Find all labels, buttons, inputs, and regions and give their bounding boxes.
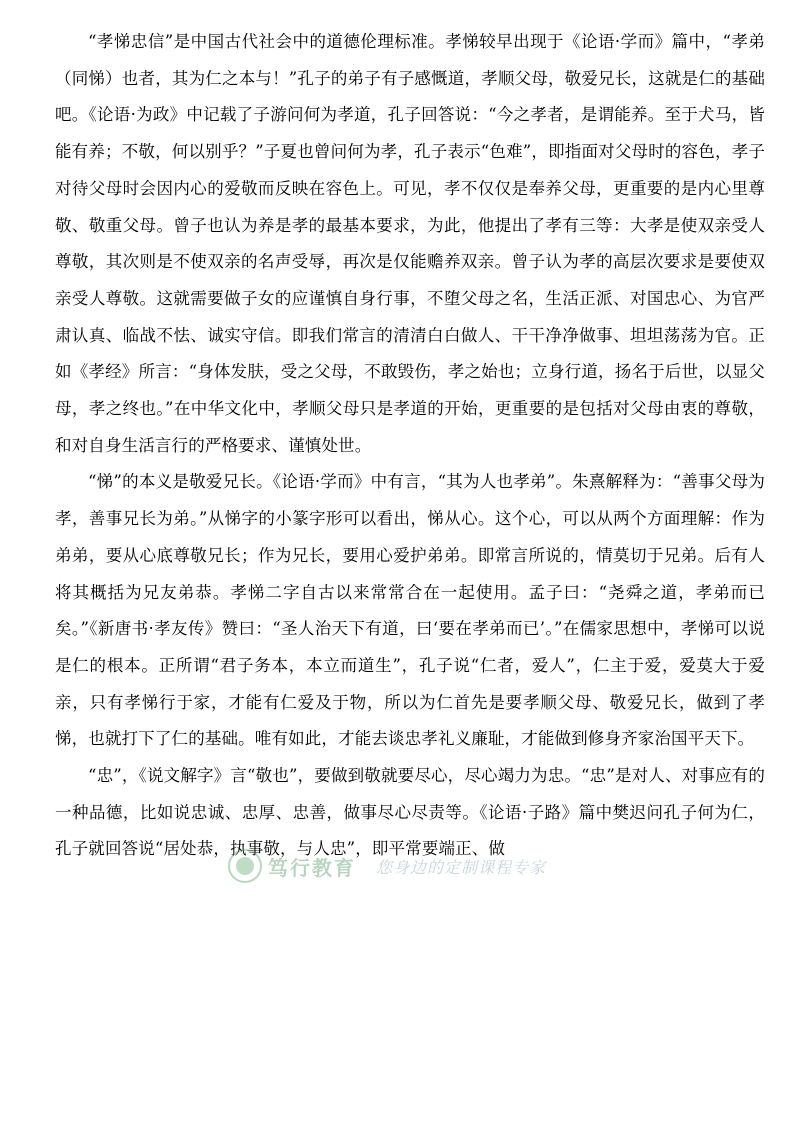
paragraph-filial-piety: “孝悌忠信”是中国古代社会中的道德伦理标准。孝悌较早出现于《论语·学而》篇中，“孝弟（同悌）也者，其为仁之本与！”孔子的弟子有子感慨道，孝顺父母，敬爱兄长，这就是仁的基础吧。《论语·为政》中记载了子游问何为孝道，孔子回答说：“今之孝者，是谓能养。至于犬马，皆能有养；不敬，何以别乎？”子夏也曾问何为孝，孔子表示“色难”，即指面对父母时的容色，孝子对待父母时会因内心的爱敬而反映在容色上。可见，孝不仅仅是奉养父母，更重要的是内心里尊敬、敬重父母。曾子也认为养是孝的最基本要求，为此，他提出了孝有三等：大孝是使双亲受人尊敬，其次则是不使双亲的名声受辱，再次是仅能赡养双亲。曾子认为孝的高层次要求是要使双亲受人尊敬。这就需要做子女的应谨慎自身行事，不堕父母之名，生活正派、对国忠心、为官严肃认真、临战不怯、诚实守信。即我们常言的清清白白做人、干干净净做事、坦坦荡荡为官。正如《孝经》所言：“身体发肤，受之父母，不敢毁伤，孝之始也；立身行道，扬名于后世，以显父母，孝之终也。”在中华文化中，孝顺父母只是孝道的开始，更重要的是包括对父母由衷的尊敬，和对自身生活言行的严格要求、谨慎处世。: [55, 32, 765, 455]
document-body: [55, 24, 765, 868]
watermark-slogan: 您身边的定制课程专家: [376, 857, 547, 877]
watermark-name: 笃行教育: [268, 855, 356, 880]
paragraph-brotherly-respect: “悌”的本义是敬爱兄长。《论语·学而》中有言，“其为人也孝弟”。朱熹解释为：“善事父母为孝，善事兄长为弟。”从悌字的小篆字形可以看出，悌从心。这个心，可以从两个方面理解：作为弟弟，要从心底尊敬兄长；作为兄长，要用心爱护弟弟。即常言所说的，情莫切于兄弟。后有人将其概括为兄友弟恭。孝悌二字自古以来常常合在一起使用。孟子曰：“尧舜之道，孝弟而已矣。”《新唐书·孝友传》赞曰：“圣人治天下有道，曰‘要在孝弟而已’。”在儒家思想中，孝悌可以说是仁的根本。正所谓“君子务本，本立而道生”，孔子说“仁者，爱人”，仁主于爱，爱莫大于爱亲，只有孝悌行于家，才能有仁爱及于物，所以为仁首先是要孝顺父母、敬爱兄长，做到了孝悌，也就打下了仁的基础。唯有如此，才能去谈忠孝礼义廉耻，才能做到修身齐家治国平天下。: [55, 472, 765, 749]
paragraph-loyalty: “忠”，《说文解字》言“敬也”，要做到敬就要尽心，尽心竭力为忠。“忠”是对人、对事应有的一种品德，比如说忠诚、忠厚、忠善，做事尽心尽责等。《论语·子路》篇中樊迟问孔子何为仁，孔子就回答说“居处恭，执事敬，与人忠”，即平常要端正、做: [55, 766, 765, 859]
